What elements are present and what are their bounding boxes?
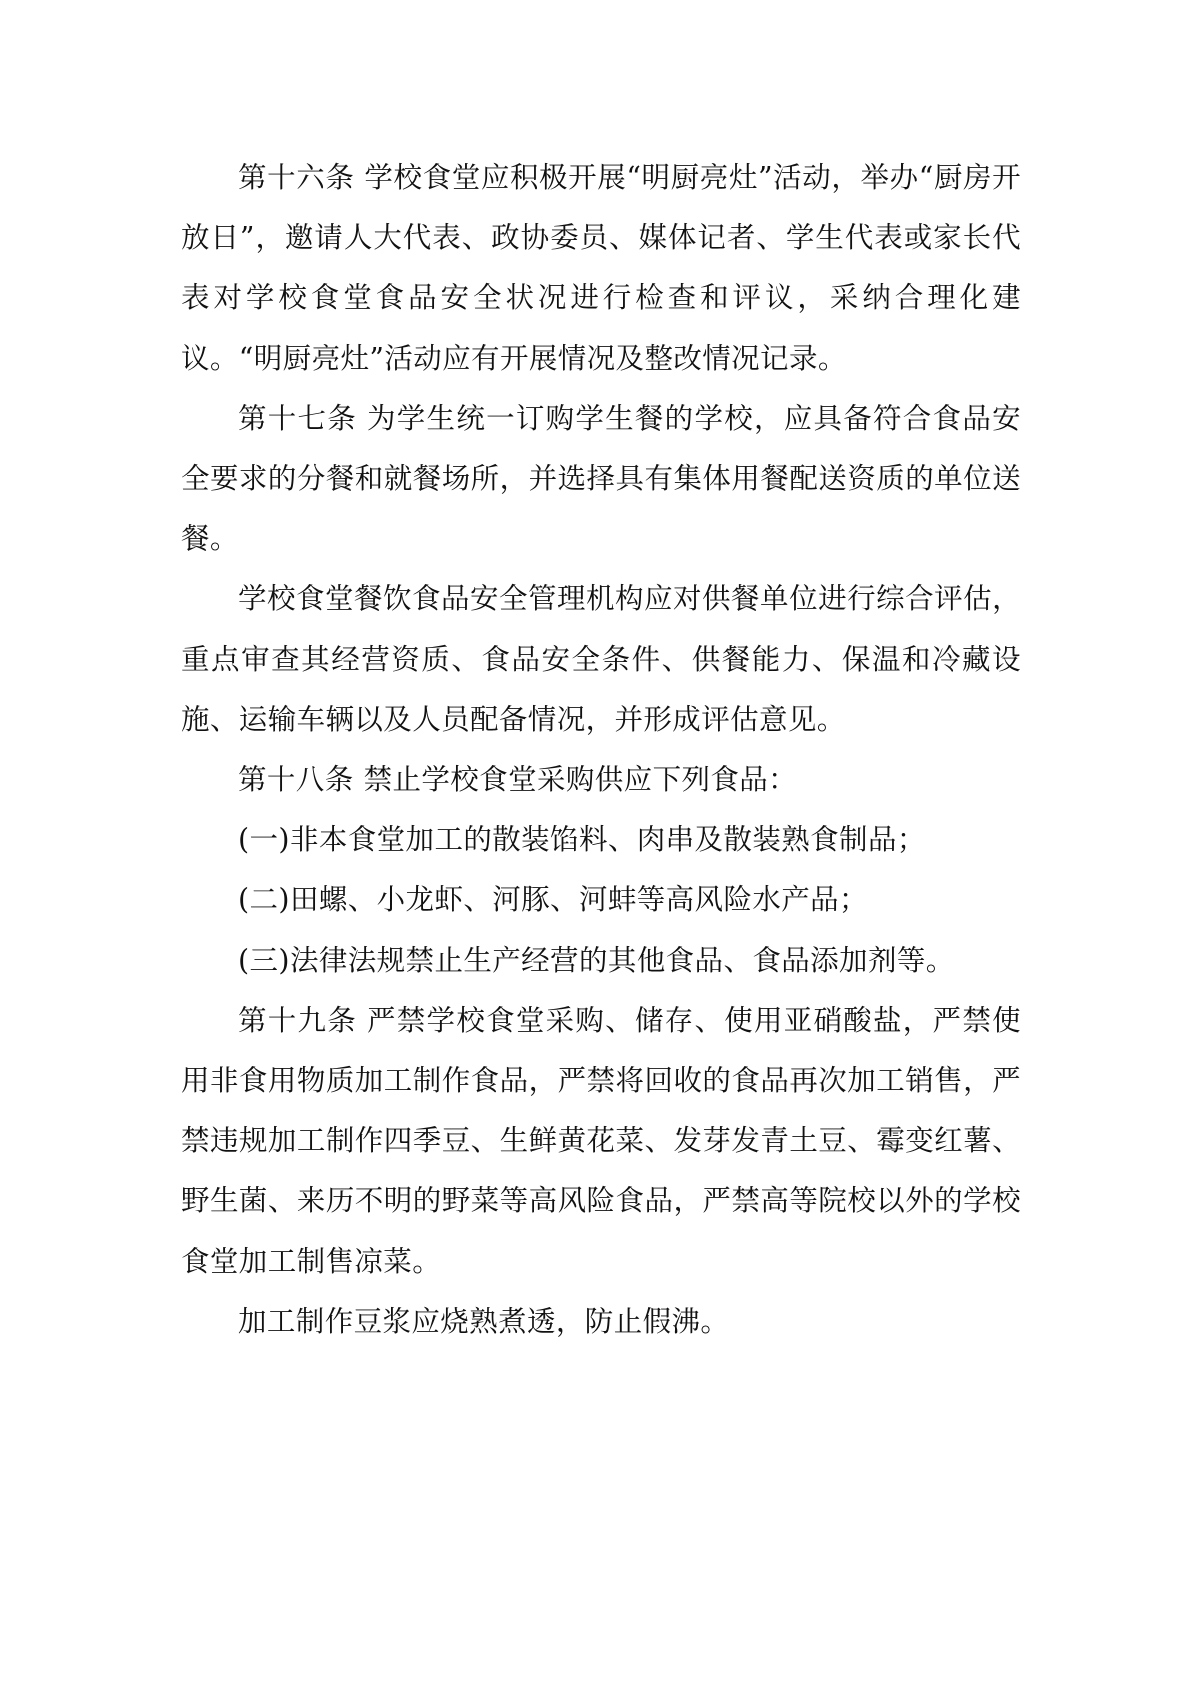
- list-item-1: [181, 810, 1021, 870]
- paragraph-evaluation: [181, 569, 1021, 750]
- paragraph-text: 严禁学校食堂采购、储存、使用亚硝酸盐，严禁使用非食用物质加工制作食品，严禁将回收的食品再次加工销售，严禁违规加工制作四季豆、生鲜黄花菜、发芽发青土豆、霉变红薯、野生菌、来历不明的野菜等高风险食品，严禁高等院校以外的学校食堂加工制售凉菜。: [181, 1003, 1021, 1278]
- paragraph-text: 为学生统一订购学生餐的学校，应具备符合食品安全要求的分餐和就餐场所，并选择具有集体用餐配送资质的单位送餐。: [181, 401, 1021, 556]
- paragraph-article-19: [181, 991, 1021, 1292]
- list-item-text: (二)田螺、小龙虾、河豚、河蚌等高风险水产品；: [238, 883, 868, 917]
- paragraph-text: 加工制作豆浆应烧熟煮透，防止假沸。: [238, 1304, 730, 1338]
- paragraph-text: 学校食堂餐饮食品安全管理机构应对供餐单位进行综合评估，重点审查其经营资质、食品安全条件、供餐能力、保温和冷藏设施、运输车辆以及人员配备情况，并形成评估意见。: [181, 582, 1021, 736]
- paragraph-soy-milk: [181, 1292, 1021, 1352]
- article-number: 第十七条: [238, 401, 358, 435]
- list-item-text: (三)法律法规禁止生产经营的其他食品、食品添加剂等。: [238, 943, 955, 977]
- article-number: 第十六条: [238, 161, 355, 194]
- paragraph-article-17: [181, 389, 1021, 570]
- list-item-2: [181, 870, 1021, 930]
- paragraph-article-18: [181, 750, 1021, 810]
- paragraph-text: 禁止学校食堂采购供应下列食品：: [363, 763, 798, 797]
- paragraph-text: 学校食堂应积极开展“明厨亮灶”活动，举办“厨房开放日”，邀请人大代表、政协委员、媒体记者、学生代表或家长代表对学校食堂食品安全状况进行检查和评议，采纳合理化建议。“明厨亮灶”活动应有开展情况及整改情况记录。: [181, 161, 1021, 375]
- article-number: 第十九条: [238, 1003, 358, 1037]
- paragraph-article-16: [181, 148, 1021, 389]
- list-item-text: (一)非本食堂加工的散装馅料、肉串及散装熟食制品；: [238, 823, 926, 857]
- list-item-3: [181, 931, 1021, 991]
- document-body: [181, 148, 1021, 1352]
- article-number: 第十八条: [238, 763, 354, 797]
